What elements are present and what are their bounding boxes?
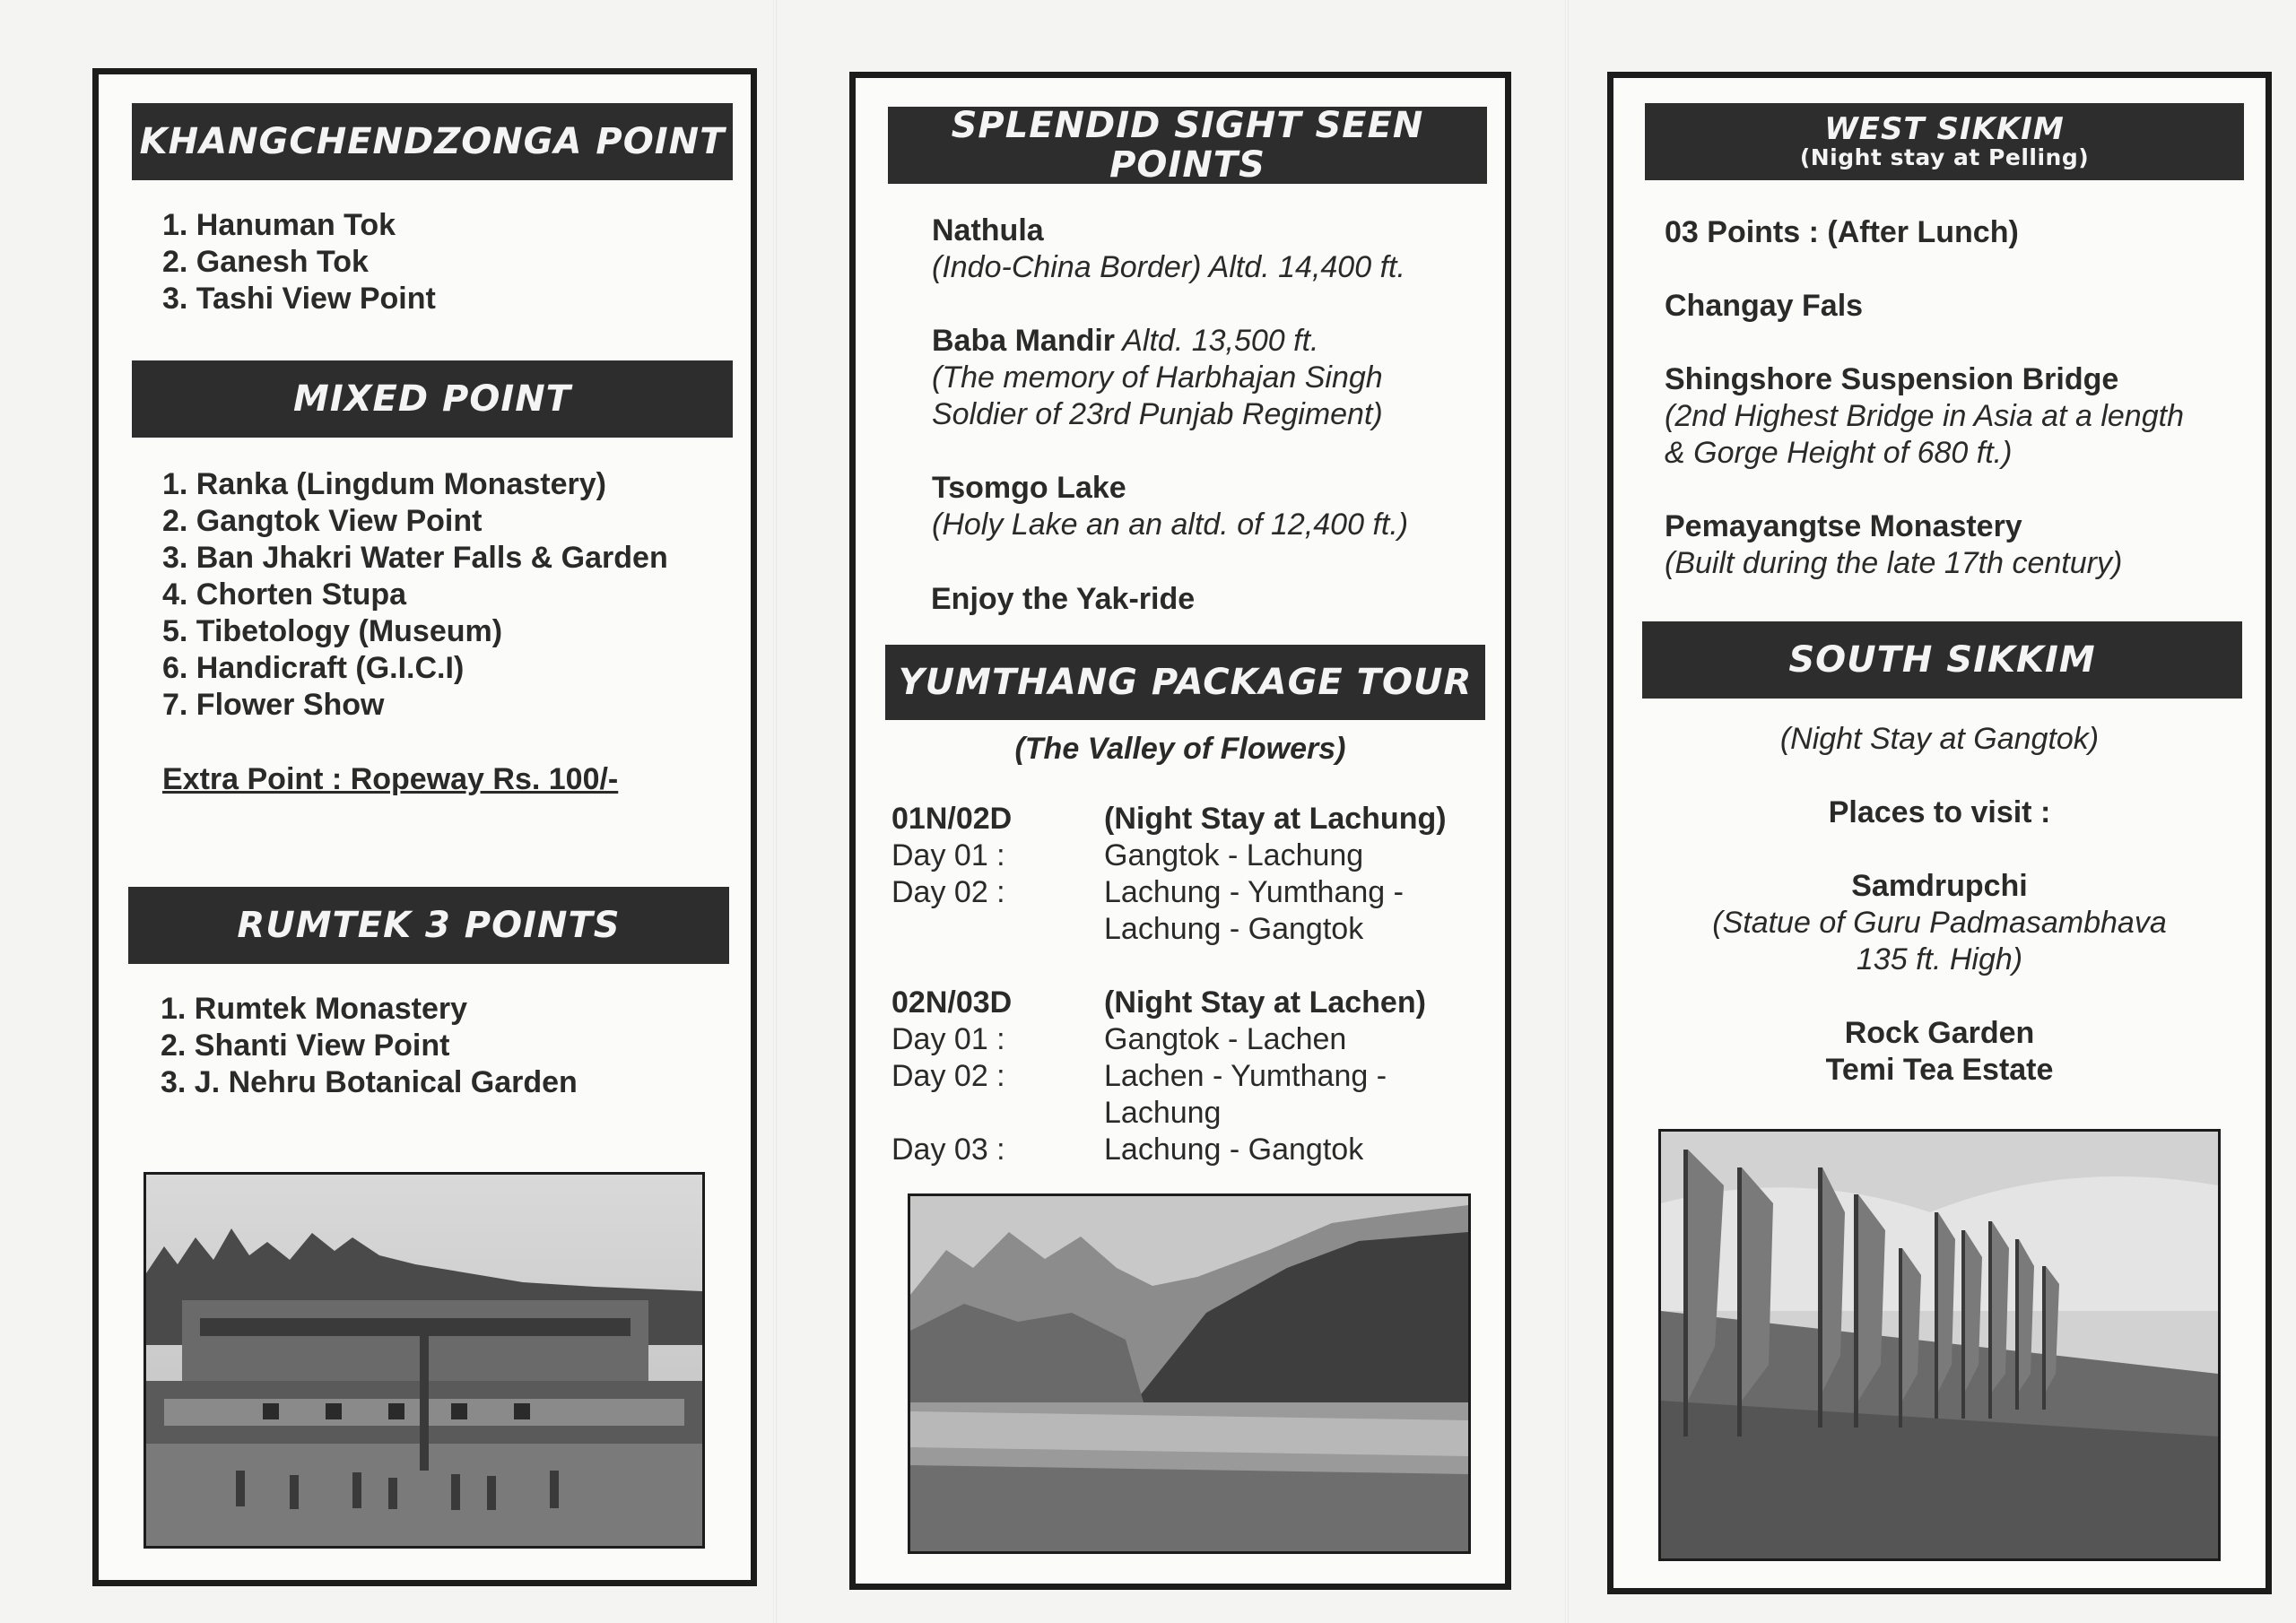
temi-tea-estate: Temi Tea Estate [1825, 1053, 2054, 1087]
extra-point: Extra Point : Ropeway Rs. 100/- [162, 762, 619, 796]
day-route: Lachung - Gangtok [1104, 1133, 1364, 1167]
table-row [891, 1058, 1426, 1095]
package-1-code: 01N/02D [891, 802, 1013, 836]
list-item: 3. J. Nehru Botanical Garden [161, 1065, 578, 1099]
samdrupchi-desc-1: (Statue of Guru Padmasambhava [1712, 906, 2167, 940]
day-route: Gangtok - Lachung [1104, 838, 1364, 872]
list-item: 2. Ganesh Tok [162, 245, 369, 279]
list-item: 3. Tashi View Point [162, 282, 436, 316]
west-sikkim-title: WEST SIKKIM [1824, 111, 2065, 147]
monastery-photo [144, 1172, 705, 1549]
panel-right [1607, 72, 2272, 1594]
south-sikkim-header [1642, 621, 2242, 699]
package-2 [891, 985, 1426, 1168]
day-label: Day 03 : [891, 1133, 1005, 1167]
rumtek-list [161, 991, 578, 1101]
mixed-title: MIXED POINT [293, 378, 571, 420]
rumtek-title: RUMTEK 3 POINTS [237, 905, 621, 946]
baba-mandir-line [932, 323, 1319, 360]
baba-desc-1: (The memory of Harbhajan Singh [932, 360, 1383, 395]
prayer-flags-image [1661, 1132, 2218, 1558]
list-item: 5. Tibetology (Museum) [162, 614, 503, 648]
splendid-title: SPLENDID SIGHT SEEN POINTS [951, 105, 1424, 186]
baba-desc-2: Soldier of 23rd Punjab Regiment) [932, 397, 1383, 431]
package-2-stay: (Night Stay at Lachen) [1104, 985, 1426, 1020]
south-sikkim-title: SOUTH SIKKIM [1788, 639, 2096, 681]
list-item: 3. Ban Jhakri Water Falls & Garden [162, 541, 668, 575]
rumtek-header [128, 887, 729, 964]
day-label [891, 1095, 1104, 1132]
west-points: 03 Points : (After Lunch) [1665, 215, 2019, 249]
yumthang-subtitle: (The Valley of Flowers) [1014, 732, 1346, 766]
valley-image [910, 1196, 1468, 1551]
day-route: Lachung - Gangtok [1104, 912, 1364, 946]
west-sikkim-header [1645, 103, 2244, 180]
package-2-code: 02N/03D [891, 985, 1013, 1020]
khangchendzonga-list [162, 207, 436, 317]
mixed-header [132, 360, 733, 438]
prayer-flags-photo [1658, 1129, 2221, 1561]
yumthang-title: YUMTHANG PACKAGE TOUR [898, 662, 1473, 703]
nathula-desc: (Indo-China Border) Altd. 14,400 ft. [932, 250, 1405, 284]
day-label: Day 02 : [891, 875, 1005, 909]
table-row [891, 1021, 1426, 1058]
fold-line-1 [773, 0, 777, 1623]
nathula-name: Nathula [932, 213, 1044, 247]
table-row [891, 874, 1447, 911]
list-item: 7. Flower Show [162, 688, 385, 722]
changay-falls: Changay Fals [1665, 289, 1864, 323]
list-item: 2. Gangtok View Point [162, 504, 483, 538]
samdrupchi-desc-2: 135 ft. High) [1856, 942, 2023, 976]
package-1 [891, 801, 1447, 948]
day-label [891, 911, 1104, 948]
khangchendzonga-header [132, 103, 733, 180]
list-item: 6. Handicraft (G.I.C.I) [162, 651, 465, 685]
table-row [891, 911, 1447, 948]
baba-mandir-name: Baba Mandir [932, 324, 1116, 358]
day-route: Lachung - Yumthang - [1104, 875, 1404, 909]
day-label: Day 02 : [891, 1059, 1005, 1093]
day-route: Lachen - Yumthang - [1104, 1059, 1387, 1093]
yak-ride: Enjoy the Yak-ride [931, 582, 1196, 616]
table-row [891, 1132, 1426, 1168]
tsomgo-name: Tsomgo Lake [932, 471, 1126, 505]
list-item: 1. Hanuman Tok [162, 208, 396, 242]
table-row [891, 838, 1447, 874]
day-route: Lachung [1104, 1096, 1222, 1130]
list-item: 4. Chorten Stupa [162, 577, 407, 612]
list-item: 1. Rumtek Monastery [161, 992, 467, 1026]
monastery-image [146, 1175, 702, 1546]
samdrupchi-name: Samdrupchi [1851, 869, 2028, 903]
fold-line-2 [1565, 0, 1569, 1623]
mixed-list [162, 466, 668, 724]
rock-garden: Rock Garden [1844, 1016, 2035, 1050]
list-item: 1. Ranka (Lingdum Monastery) [162, 467, 606, 501]
table-row [891, 1095, 1426, 1132]
south-stay: (Night Stay at Gangtok) [1779, 722, 2100, 756]
day-label: Day 01 : [891, 838, 1005, 872]
khangchendzonga-title: KHANGCHENDZONGA POINT [139, 121, 726, 162]
west-sikkim-subtitle: (Night stay at Pelling) [1799, 144, 2090, 170]
list-item: 2. Shanti View Point [161, 1028, 450, 1063]
bridge-desc-2: & Gorge Height of 680 ft.) [1665, 436, 2013, 470]
yumthang-header [885, 645, 1485, 720]
pemayangtse-name: Pemayangtse Monastery [1665, 509, 2022, 543]
package-1-stay: (Night Stay at Lachung) [1104, 802, 1447, 836]
places-to-visit: Places to visit : [1828, 795, 2051, 829]
bridge-desc-1: (2nd Highest Bridge in Asia at a length [1665, 399, 2184, 433]
day-label: Day 01 : [891, 1022, 1005, 1056]
panel-left [92, 68, 757, 1586]
tsomgo-desc: (Holy Lake an an altd. of 12,400 ft.) [932, 508, 1409, 542]
pemayangtse-desc: (Built during the late 17th century) [1665, 546, 2123, 580]
valley-photo [908, 1193, 1471, 1554]
panel-middle [849, 72, 1511, 1590]
splendid-header [888, 107, 1487, 184]
bridge-name: Shingshore Suspension Bridge [1665, 362, 2119, 396]
baba-mandir-altd: Altd. 13,500 ft. [1115, 324, 1319, 358]
day-route: Gangtok - Lachen [1104, 1022, 1347, 1056]
